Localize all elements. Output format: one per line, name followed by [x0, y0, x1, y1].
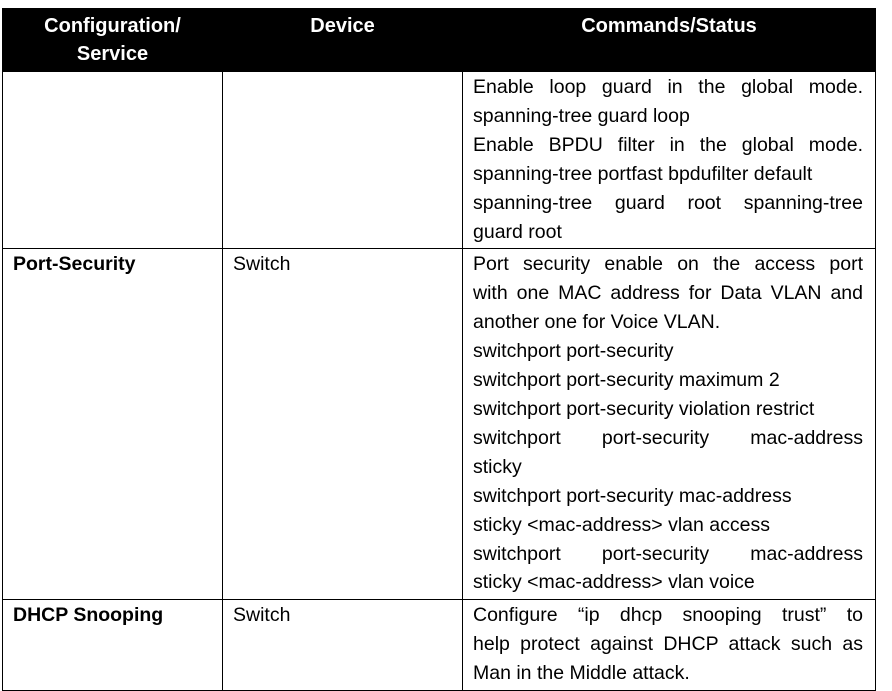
command-line: sticky <mac-address> vlan voice: [473, 571, 755, 594]
device-cell: [223, 600, 463, 691]
commands-cell: [463, 249, 876, 600]
config-table-container: [2, 8, 875, 691]
header-configuration-service: [3, 9, 223, 72]
command-line: with one MAC address for Data VLAN and: [473, 282, 863, 305]
command-line: switchport port-security maximum 2: [473, 369, 780, 392]
header-line: Commands/Status: [581, 15, 757, 37]
device-name: Switch: [233, 253, 291, 276]
service-name: DHCP Snooping: [13, 604, 164, 627]
table-row: [3, 249, 876, 600]
service-cell: [3, 600, 223, 691]
command-line: Enable loop guard in the global mode.: [473, 76, 863, 98]
command-line: another one for Voice VLAN.: [473, 311, 721, 334]
command-line: switchport port-security mac-address: [473, 426, 863, 449]
commands-cell: [463, 600, 876, 691]
config-table: [2, 8, 876, 691]
command-line: sticky <mac-address> vlan access: [473, 513, 770, 536]
command-line: sticky: [473, 455, 522, 478]
table-body: [3, 72, 876, 691]
command-line: Enable BPDU filter in the global mode.: [473, 133, 863, 156]
command-line: Man in the Middle attack.: [473, 662, 690, 685]
table-row: [3, 600, 876, 691]
command-line: Port security enable on the access port: [473, 253, 863, 276]
header-line: Device: [310, 15, 375, 37]
header-line: Service: [76, 43, 149, 65]
device-cell: [223, 72, 463, 249]
table-row: [3, 72, 876, 249]
service-name: Port-Security: [13, 253, 136, 276]
command-line: switchport port-security violation restrict: [473, 397, 815, 420]
header-device: [223, 9, 463, 72]
service-cell: [3, 249, 223, 600]
header-commands-status: [463, 9, 876, 72]
table-header-row: [3, 9, 876, 72]
command-line: switchport port-security: [473, 340, 674, 363]
commands-cell: [463, 72, 876, 249]
command-line: Configure “ip dhcp snooping trust” to: [473, 604, 863, 627]
command-line: switchport port-security mac-address: [473, 542, 863, 565]
command-line: switchport port-security mac-address: [473, 484, 792, 507]
command-line: spanning-tree portfast bpdufilter default: [473, 162, 813, 185]
command-line: guard root: [473, 220, 562, 243]
service-cell: [3, 72, 223, 249]
device-cell: [223, 249, 463, 600]
command-line: spanning-tree guard root spanning-tree: [473, 191, 863, 214]
command-line: help protect against DHCP attack such as: [473, 633, 863, 656]
command-line: spanning-tree guard loop: [473, 104, 690, 127]
header-line: Configuration/: [44, 15, 181, 37]
device-name: Switch: [233, 604, 291, 627]
